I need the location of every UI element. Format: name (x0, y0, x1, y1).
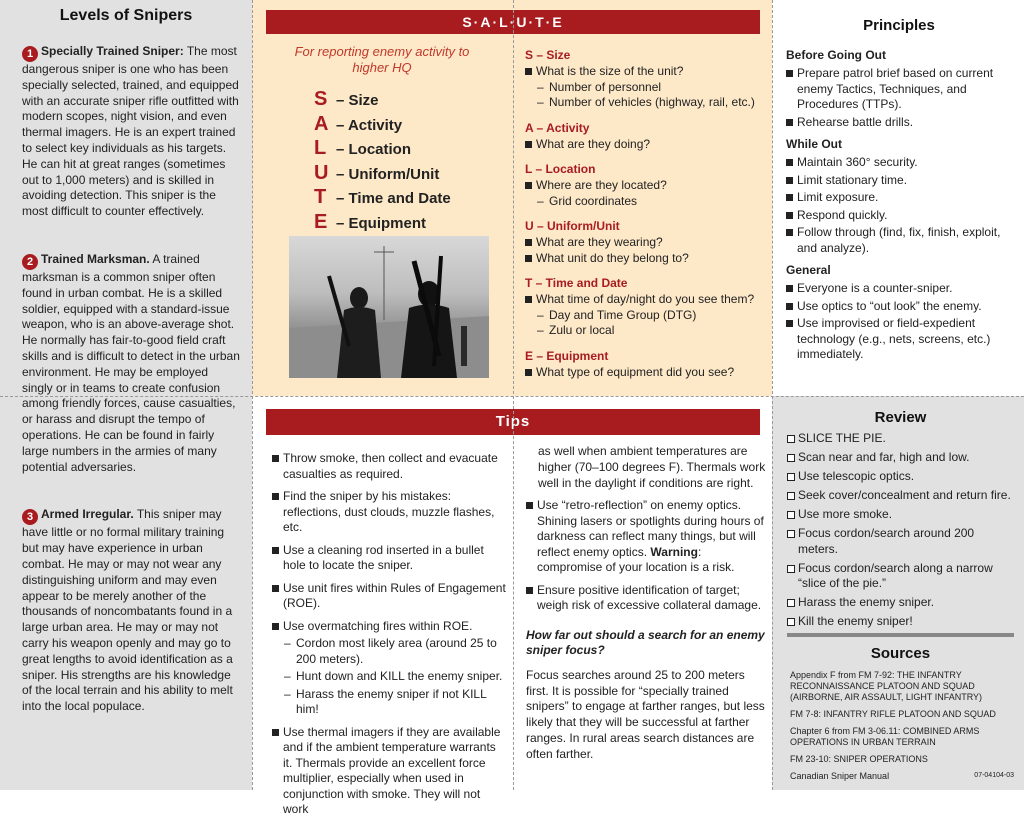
level-text-1: The most dangerous sniper is one who has been specially selected, trained, and equipped with an accurate sniper rifle outfitted with modern scopes, night vision, and even thermal imagers. He is an expert trained to select key individuals as his targets. He can hit at great ranges (sometimes out to 1,000 meters) and is skilled in avoiding detection. This sniper is the most difficult to counter effectively. (22, 44, 239, 219)
salute-photo (289, 236, 489, 378)
salute-section-heading: T – Time and Date (525, 276, 628, 290)
salute-letter: S (314, 88, 328, 110)
level-number-1: 1 (22, 46, 38, 62)
salute-right-column (525, 44, 765, 380)
tips-item: Use overmatching fires within ROE. (272, 619, 507, 635)
salute-question: What unit do they belong to? (525, 251, 765, 267)
principles-group-heading: While Out (786, 137, 842, 151)
sources-title: Sources (870, 645, 931, 662)
tips-continued-text: as well when ambient temperatures are higher (70–100 degrees F). Thermals work well in the daylight if conditions are right. (538, 444, 766, 490)
salute-left-column (282, 44, 482, 235)
levels-panel (0, 0, 252, 790)
review-checklist-item: Focus cordon/search along a narrow “slice of the pie.” (787, 561, 1014, 592)
tips-sub-item: – Cordon most likely area (around 25 to 200 meters). (272, 636, 507, 667)
salute-sub-item: – Day and Time Group (DTG) (525, 308, 765, 324)
principles-title: Principles (863, 17, 935, 34)
source-item: FM 7-8: INFANTRY RIFLE PLATOON AND SQUAD (790, 709, 996, 719)
salute-section-heading: U – Uniform/Unit (525, 219, 620, 233)
salute-letter-row (314, 186, 482, 211)
review-checklist-item: Harass the enemy sniper. (787, 595, 1014, 611)
tips-retro-text: Use “retro-reflection” on enemy optics. Shining lasers or spotlights during hours of darkness can reflect many things, but will reflect enemy optics. (537, 498, 764, 559)
salute-letter-term: – Equipment (336, 214, 427, 232)
tips-column-1 (272, 451, 507, 825)
principles-group-heading: Before Going Out (786, 48, 886, 62)
tips-sub-item: – Hunt down and KILL the enemy sniper. (272, 669, 507, 685)
review-checklist-item: Kill the enemy sniper! (787, 614, 1014, 630)
tips-sub-item: – Harass the enemy sniper if not KILL him! (272, 687, 507, 718)
salute-sub-item: – Zulu or local (525, 323, 765, 339)
salute-letter: E (314, 210, 328, 233)
review-checklist-item: Use telescopic optics. (787, 469, 1014, 485)
fold-line-horizontal (0, 396, 1024, 397)
tips-title-bar: Tips (266, 409, 760, 435)
fold-line-vertical-1 (252, 0, 253, 790)
principles-item: Respond quickly. (786, 208, 1012, 224)
salute-letter-term: – Size (336, 92, 379, 109)
fold-line-vertical-2 (513, 0, 514, 790)
review-checklist-item: Scan near and far, high and low. (787, 450, 1014, 466)
level-name-2: Trained Marksman. (41, 251, 150, 266)
level-number-3: 3 (22, 509, 38, 525)
review-title: Review (874, 409, 927, 426)
levels-title: Levels of Snipers (59, 7, 193, 24)
source-item: Canadian Sniper Manual (790, 771, 890, 781)
salute-letter-term: – Uniform/Unit (336, 165, 440, 183)
salute-section-heading: L – Location (525, 162, 596, 176)
salute-question: What are they wearing? (525, 235, 765, 251)
level-text-3: This sniper may have little or no formal military training but may have experience in urban combat. He may or may not wear any distinguishing uniform and may even appear to be merely another of the thousands of noncombatants found in a large urban area. He may or may not carry his weapon openly and may go to great lengths to avoid identification as a sniper. His strengths are his knowledge of the local terrain and his ability to melt into the local populace. (22, 507, 233, 714)
tips-item: Use thermal imagers if they are available and if the ambient temperature warrants it. Thermals provide an excellent force multiplier, especially when used in conjunction with smoke. They will not work (272, 725, 507, 818)
salute-section-heading: A – Activity (525, 120, 590, 135)
salute-letter-term: – Location (336, 141, 412, 158)
salute-letter-list (282, 88, 482, 235)
principles-item: Prepare patrol brief based on current enemy Tactics, Techniques, and Procedures (TTPs). (786, 66, 1012, 113)
tips-warning-text: : compromise of your location is a risk. (537, 544, 735, 575)
principles-item: Use improvised or field-expedient technology (e.g., nets, screens, etc.) immediately. (786, 316, 1012, 363)
salute-letter: U (314, 161, 329, 184)
source-item: Chapter 6 from FM 3-06.11: COMBINED ARMS OPERATIONS IN URBAN TERRAIN (790, 726, 980, 747)
salute-intro: For reporting enemy activity to higher HQ (294, 44, 470, 75)
tips-item: Find the sniper by his mistakes: reflections, dust clouds, muzzle flashes, etc. (272, 489, 507, 536)
principles-panel (772, 0, 1024, 396)
review-checklist-item: Use more smoke. (787, 507, 1014, 523)
tips-retro-reflection (526, 498, 766, 576)
salute-letter: L (314, 137, 327, 159)
salute-question: What is the size of the unit? (525, 64, 765, 80)
principles-item: Everyone is a counter-sniper. (786, 281, 1012, 297)
salute-letter-row (314, 162, 482, 187)
salute-letter-row (314, 88, 482, 113)
tips-column-2 (526, 444, 766, 763)
tips-item: Use a cleaning rod inserted in a bullet hole to locate the sniper. (272, 543, 507, 574)
salute-section-heading: E – Equipment (525, 348, 609, 363)
tips-item: Throw smoke, then collect and evacuate casualties as required. (272, 451, 507, 482)
principles-item: Follow through (find, fix, finish, exploit, and analyze). (786, 225, 1012, 256)
salute-sub-item: – Number of vehicles (highway, rail, etc.) (525, 95, 765, 111)
principles-item: Limit stationary time. (786, 173, 1012, 189)
salute-letter-row (314, 113, 482, 138)
principles-groups (786, 48, 1012, 363)
salute-title-bar: S·A·L·U·T·E (266, 10, 760, 34)
salute-letter-row (314, 211, 482, 236)
principles-item: Limit exposure. (786, 190, 1012, 206)
review-panel (772, 396, 1024, 790)
review-checklist-item: SLICE THE PIE. (787, 431, 1014, 447)
fold-line-vertical-3 (772, 0, 773, 790)
tips-panel (252, 396, 772, 816)
salute-question: What are they doing? (525, 137, 765, 153)
tips-positive-id: Ensure positive identification of target; weigh risk of excessive collateral damage. (526, 583, 766, 614)
salute-letter-term: – Activity (336, 116, 403, 134)
principles-item: Rehearse battle drills. (786, 115, 1012, 131)
level-number-2: 2 (22, 254, 38, 270)
principles-item: Use optics to “out look” the enemy. (786, 299, 1012, 315)
level-name-3: Armed Irregular. (41, 507, 134, 522)
tips-question: How far out should a search for an enemy sniper focus? (526, 627, 765, 658)
salute-sub-item: – Number of personnel (525, 80, 765, 96)
salute-letter-term: – Time and Date (336, 190, 451, 207)
salute-letter: T (314, 186, 327, 208)
level-item-3 (22, 507, 242, 715)
level-item-2 (22, 252, 242, 475)
sources-list (787, 670, 1014, 782)
sources-code: 07-04104-03 (974, 772, 1014, 779)
principles-group-heading: General (786, 263, 831, 277)
review-divider (787, 633, 1014, 637)
salute-letter: A (314, 112, 329, 135)
level-item-1 (22, 44, 242, 220)
salute-question: What type of equipment did you see? (525, 365, 765, 381)
salute-sub-item: – Grid coordinates (525, 194, 765, 210)
principles-item: Maintain 360° security. (786, 155, 1012, 171)
source-item: Appendix F from FM 7-92: THE INFANTRY RECONNAISSANCE PLATOON AND SQUAD (AIRBORNE, AIR ASSAULT, LIGHT INFANTRY) (790, 670, 983, 702)
soldiers-photo-graphic (289, 236, 489, 378)
salute-question: Where are they located? (525, 178, 765, 194)
salute-section-heading: S – Size (525, 48, 571, 62)
salute-question: What time of day/night do you see them? (525, 292, 765, 308)
review-list (787, 431, 1014, 630)
level-name-1: Specially Trained Sniper: (41, 44, 184, 58)
level-text-2: A trained marksman is a common sniper often found in urban combat. He is a skilled soldier, equipped with a standard-issue weapon, who is an above-average shot. He normally has fair-to-good field craft skills and is difficult to detect in the urban environment. He may be employed singly or in teams to create confusion among friendly forces, cause casualties, or harass and disrupt the tempo of operations. He can be found in fairly large numbers in the armies of many potential adversaries. (22, 251, 240, 474)
tips-item: Use unit fires within Rules of Engagement (ROE). (272, 581, 507, 612)
tips-warning-label: Warning (650, 544, 698, 559)
review-checklist-item: Seek cover/concealment and return fire. (787, 488, 1014, 504)
salute-letter-row (314, 137, 482, 162)
tips-answer: Focus searches around 25 to 200 meters first. It is possible for “specially trained snipers” to engage at farther ranges, but less likely that they will be successful at farther ranges. In rural areas search distances are often farther. (526, 667, 765, 761)
review-checklist-item: Focus cordon/search around 200 meters. (787, 526, 1014, 557)
salute-panel (252, 0, 772, 396)
source-item: FM 23-10: SNIPER OPERATIONS (790, 754, 928, 764)
